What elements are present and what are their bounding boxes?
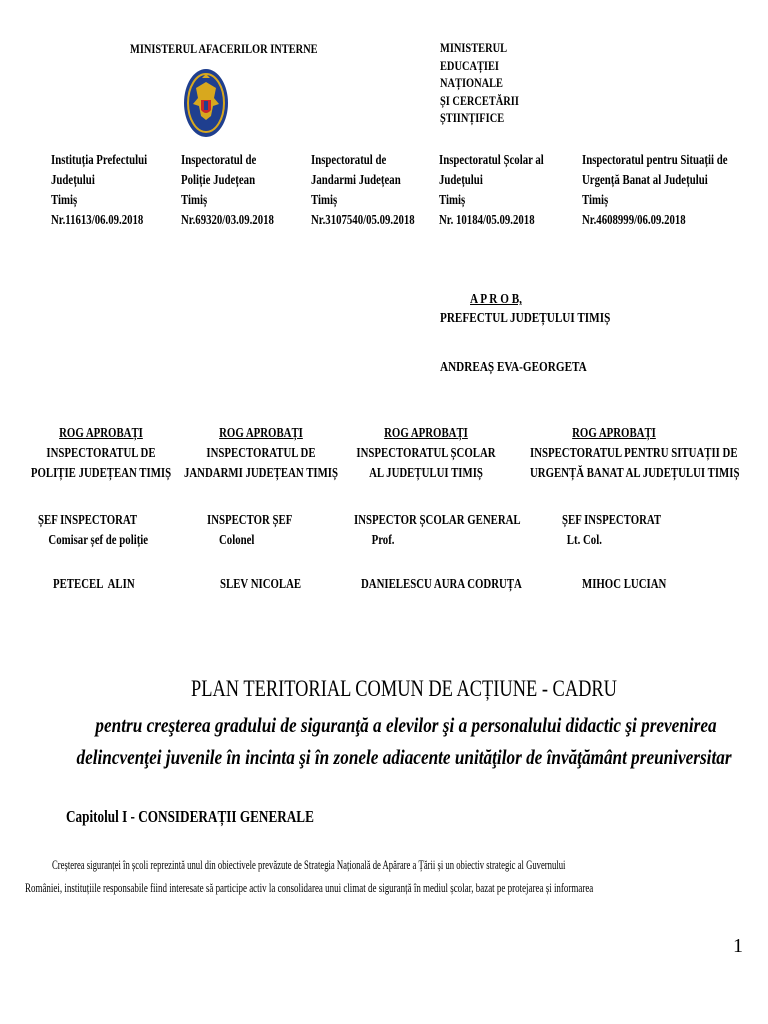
plan-subtitle-line-1: pentru creşterea gradului de siguranţă a elevilor şi a personalului didactic şi prevenirea <box>95 713 717 737</box>
rog-body: INSPECTORATUL DE JANDARMI JUDEȚEAN TIMIȘ <box>183 445 339 480</box>
plan-subtitle-line-2: delincvenţei juvenile în incinta şi în zonele adiacente unităţilor de învăţământ preuniversitar <box>76 745 732 769</box>
role-label: INSPECTOR ȘEF <box>207 512 293 527</box>
paragraph-line-1: Creșterea siguranței în școli reprezintă unul din obiectivele prevăzute de Strategia Națională de Apărare a Țării și un obiectiv strategic al Guvernului <box>52 857 566 872</box>
approval-block <box>440 290 610 377</box>
ministry-left-title: MINISTERUL AFACERILOR INTERNE <box>130 41 318 56</box>
page-number: 1 <box>733 935 743 957</box>
institution-police: Inspectoratul de Poliție Județean Timiș Nr.69320/03.09.2018 <box>181 152 274 227</box>
chapter-heading: Capitolul I - CONSIDERAȚII GENERALE <box>66 807 314 826</box>
rog-title: ROG APROBAȚI <box>384 425 468 440</box>
signatory-name-school: DANIELESCU AURA CODRUȚA <box>361 576 522 591</box>
plan-title: PLAN TERITORIAL COMUN DE ACȚIUNE - CADRU <box>191 676 617 701</box>
coat-of-arms-icon <box>183 68 229 138</box>
rank-label: Lt. Col. <box>566 532 602 547</box>
signatory-role-emergency <box>562 510 661 550</box>
signatory-role-gendarmerie <box>207 510 292 550</box>
rog-aprobati-police <box>17 423 185 483</box>
rog-aprobati-gendarmerie <box>177 423 345 483</box>
rank-label: Prof. <box>371 532 395 547</box>
institution-prefecture: Instituția Prefectului Județului Timiș Nr.11613/06.09.2018 <box>51 152 148 227</box>
role-label: ȘEF INSPECTORAT <box>562 512 662 527</box>
signatory-name-police: PETECEL ALIN <box>53 576 135 591</box>
rog-title: ROG APROBAȚI <box>219 425 303 440</box>
rog-body: INSPECTORATUL PENTRU SITUAȚII DE URGENȚĂ BANAT AL JUDEȚULUI TIMIȘ <box>530 445 740 480</box>
rog-title: ROG APROBAȚI <box>59 425 143 440</box>
rog-aprobati-emergency <box>530 423 740 483</box>
institution-school-inspectorate: Inspectoratul Școlar al Județului Timiș Nr. 10184/05.09.2018 <box>439 152 544 227</box>
institution-emergency: Inspectoratul pentru Situații de Urgență Banat al Județului Timiș Nr.4608999/06.09.2018 <box>582 152 728 227</box>
rog-body: INSPECTORATUL DE POLIȚIE JUDEȚEAN TIMIȘ <box>30 445 172 480</box>
approval-office: PREFECTUL JUDEȚULUI TIMIȘ <box>440 311 611 326</box>
rog-aprobati-school <box>342 423 510 483</box>
approval-name: ANDREAȘ EVA-GEORGETA <box>440 360 587 375</box>
role-label: ȘEF INSPECTORAT <box>38 512 138 527</box>
approval-title: A P R O B, <box>470 292 522 307</box>
signatory-role-police <box>38 510 148 550</box>
paragraph-line-2: României, instituțiile responsabile fiind interesate să participe activ la consolidarea unui climat de siguranță în mediul școlar, bazat pe protejarea și informarea <box>25 880 594 895</box>
rank-label: Colonel <box>219 532 255 547</box>
ministry-right-title: MINISTERUL EDUCAȚIEI NAȚIONALE ȘI CERCETĂRII ȘTIINȚIFICE <box>440 40 519 125</box>
rog-body: INSPECTORATUL ȘCOLAR AL JUDEȚULUI TIMIȘ <box>356 445 496 480</box>
rank-label: Comisar șef de poliție <box>48 532 149 547</box>
rog-title: ROG APROBAȚI <box>572 425 656 440</box>
institution-gendarmerie: Inspectoratul de Jandarmi Județean Timiș Nr.3107540/05.09.2018 <box>311 152 415 227</box>
signatory-role-school <box>354 510 521 550</box>
signatory-name-emergency: MIHOC LUCIAN <box>582 576 667 591</box>
role-label: INSPECTOR ȘCOLAR GENERAL <box>354 512 521 527</box>
signatory-name-gendarmerie: SLEV NICOLAE <box>220 576 302 591</box>
